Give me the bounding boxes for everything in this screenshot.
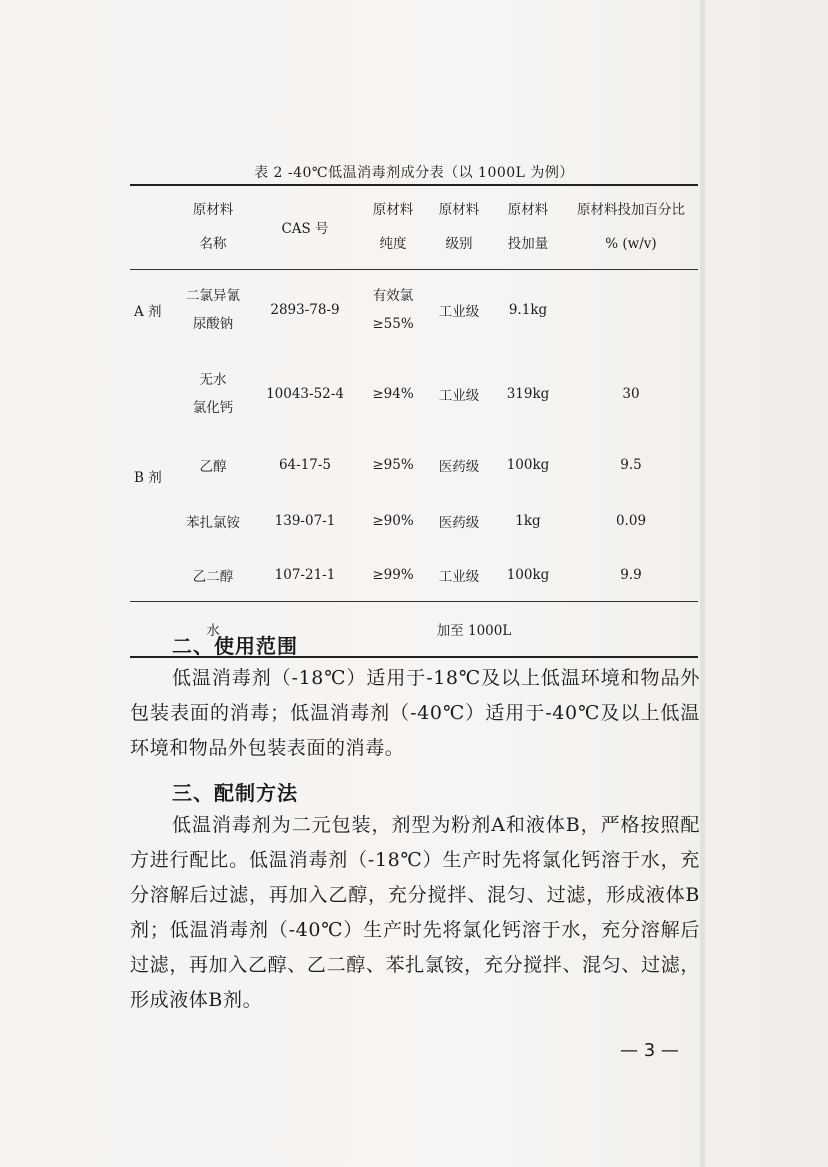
- cell-purity-l2: ≥55%: [372, 316, 414, 333]
- cell-name: 乙醇: [199, 459, 227, 475]
- cell-name: 乙二醇: [192, 568, 234, 585]
- cell-name-l1: 二氯异氰: [186, 288, 240, 305]
- header-amount-l1: 原材料: [507, 202, 549, 219]
- header-cas: CAS 号: [281, 221, 329, 238]
- table-row: [130, 269, 698, 351]
- cell-name-l2: 尿酸钠: [192, 316, 234, 333]
- cell-purity: ≥99%: [372, 566, 414, 583]
- cell-amount: 100kg: [506, 566, 550, 583]
- cell-purity-l1: 有效氯: [372, 288, 414, 305]
- cell-purity: ≥90%: [372, 513, 414, 529]
- cell-name-l1: 无水: [199, 372, 227, 388]
- cell-grade: 医药级: [438, 515, 480, 531]
- table-row: [130, 549, 698, 601]
- cell-grade: 工业级: [438, 568, 480, 585]
- section-body-method: 低温消毒剂为二元包装，剂型为粉剂A和液体B，严格按照配方进行配比。低温消毒剂（-18℃）生产时先将氯化钙溶于水，充分溶解后过滤，再加入乙醇，充分搅拌、混匀、过滤，形成液体B剂；低温消毒剂（-40℃）生产时先将氯化钙溶于水，充分溶解后过滤，再加入乙醇、乙二醇、苯扎氯铵，充分搅拌、混匀、过滤，形成液体B剂。: [130, 814, 700, 1011]
- table-row: [130, 437, 698, 493]
- cell-pct: [564, 269, 698, 351]
- cell-purity: ≥94%: [372, 386, 414, 402]
- header-purity-l1: 原材料: [372, 202, 414, 219]
- cell-grade: 医药级: [438, 459, 480, 475]
- cell-water-name: 水: [206, 622, 220, 639]
- ingredients-table: [130, 184, 698, 658]
- header-pct-l1: 原材料投加百分比: [577, 202, 685, 219]
- cell-pct: 30: [622, 386, 640, 402]
- header-amount-l2: 投加量: [507, 236, 549, 253]
- header-grade-l1: 原材料: [438, 202, 480, 219]
- group-a-label: A 剂: [134, 304, 162, 321]
- cell-pct: 9.5: [620, 457, 642, 473]
- cell-cas: 107-21-1: [274, 566, 336, 583]
- section-body-scope: 低温消毒剂（-18℃）适用于-18℃及以上低温环境和物品外包装表面的消毒；低温消毒剂（-40℃）适用于-40℃及以上低温环境和物品外包装表面的消毒。: [130, 667, 700, 759]
- page-number: — 3 —: [620, 1040, 679, 1061]
- cell-name-l2: 氯化钙: [192, 400, 234, 416]
- cell-grade: 工业级: [438, 304, 480, 321]
- table-caption: 表 2 -40℃低温消毒剂成分表（以 1000L 为例）: [254, 165, 574, 181]
- section-heading-scope: 二、使用范围: [172, 634, 298, 658]
- cell-cas: 2893-78-9: [270, 302, 340, 319]
- cell-cas: 139-07-1: [274, 513, 336, 529]
- cell-amount: 1kg: [515, 513, 541, 529]
- cell-amount: 100kg: [506, 457, 550, 473]
- cell-cas: 10043-52-4: [266, 386, 344, 402]
- group-b-label: B 剂: [134, 469, 162, 486]
- cell-pct: 9.9: [620, 566, 642, 583]
- cell-cas: 64-17-5: [278, 457, 332, 473]
- cell-amount: 319kg: [506, 386, 550, 402]
- page-edge-shadow: [700, 0, 705, 1167]
- cell-water-amount: 加至 1000L: [436, 622, 512, 639]
- table-row: [130, 493, 698, 549]
- cell-amount: 9.1kg: [508, 302, 548, 319]
- header-purity-l2: 纯度: [379, 236, 407, 253]
- cell-grade: 工业级: [438, 388, 480, 404]
- cell-pct: 0.09: [615, 513, 647, 529]
- table-header-row: [130, 185, 698, 269]
- header-name-l2: 名称: [199, 236, 227, 253]
- section-heading-method: 三、配制方法: [172, 781, 298, 805]
- cell-name: 苯扎氯铵: [186, 515, 240, 531]
- header-name-l1: 原材料: [192, 202, 234, 219]
- header-grade-l2: 级别: [445, 236, 473, 253]
- cell-purity: ≥95%: [372, 457, 414, 473]
- header-pct-l2: % (w/v): [605, 236, 657, 253]
- table-row: [130, 351, 698, 437]
